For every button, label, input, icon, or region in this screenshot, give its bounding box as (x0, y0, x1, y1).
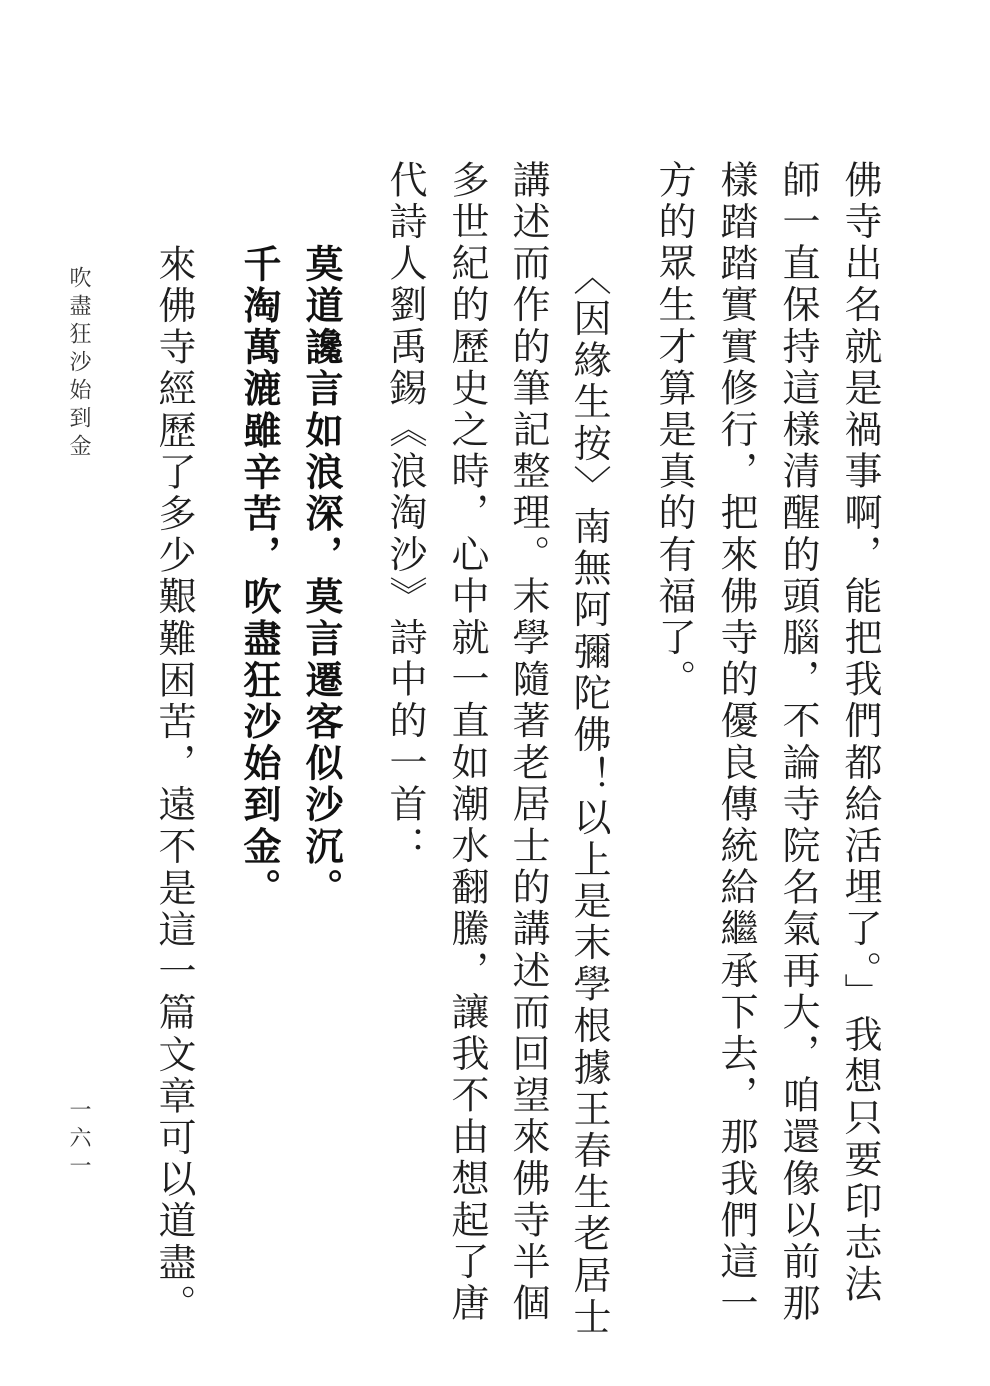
page-number: 一六一 (66, 1098, 91, 1182)
text-column-5: 〈因緣生按〉南無阿彌陀佛！以上是末學根據王春生老居士 (567, 257, 611, 1339)
poem-line-1: 莫道讒言如浪深，莫言遷客似沙沉。 (299, 244, 343, 910)
text-column-7: 多世紀的歷史之時，心中就一直如潮水翻騰，讓我不由想起了唐 (445, 160, 489, 1325)
text-column-2: 師一直保持這樣清醒的頭腦，不論寺院名氣再大，咱還像以前那 (776, 160, 820, 1325)
poem-line-2: 千淘萬漉雖辛苦，吹盡狂沙始到金。 (237, 244, 281, 910)
text-column-8: 代詩人劉禹錫《浪淘沙》詩中的一首： (383, 160, 427, 868)
text-column-1: 佛寺出名就是禍事啊，能把我們都給活埋了。」我想只要印志法 (838, 160, 882, 1306)
text-column-3: 樣踏踏實實修行，把來佛寺的優良傳統給繼承下去，那我們這一 (714, 160, 758, 1325)
text-column-4: 方的眾生才算是真的有福了。 (652, 160, 696, 701)
running-head-title: 吹盡狂沙始到金 (66, 266, 91, 462)
closing-column: 來佛寺經歷了多少艱難困苦，遠不是這一篇文章可以道盡。 (152, 244, 196, 1326)
text-column-6: 講述而作的筆記整理。末學隨著老居士的講述而回望來佛寺半個 (506, 160, 550, 1325)
